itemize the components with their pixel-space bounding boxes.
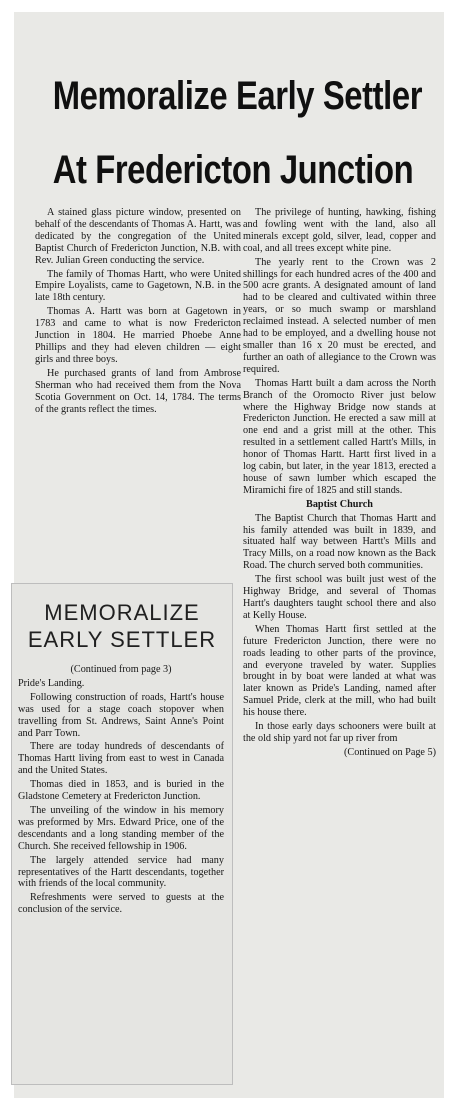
continuation-title-line-2: EARLY SETTLER (27, 627, 217, 652)
right-column (243, 207, 436, 761)
continuation-clipping (11, 583, 233, 1085)
paragraph: He purchased grants of land from Ambrose Sherman who had received them from the Nova Scotia Government on Oct. 14, 1784. The terms of the grants reflect the times. (35, 367, 241, 415)
paragraph: Refreshments were served to guests at the conclusion of the service. (18, 892, 224, 916)
paragraph: Thomas Hartt built a dam across the North Branch of the Oromocto River just below where the Highway Bridge now stands at Fredericton Junction. He erected a saw mill at one end and a grist mill at the other. This resulted in a settlement called Hartt's Mills, in honor of Thomas Hartt. Hartt first lived in a log cabin, but later, in the year 1813, erected a house of sawn lumber which escaped the Miramichi fire of 1825 and still stands. (243, 377, 436, 496)
continuation-column (18, 664, 224, 918)
continued-on-line: (Continued on Page 5) (344, 746, 436, 758)
headline-line-2: At Fredericton Junction (52, 148, 414, 192)
paragraph: When Thomas Hartt first settled at the future Fredericton Junction, there were no roads leading to other parts of the province, and everyone traveled by water. Supplies brought in by boat were landed at what was later known as Pride's Landing, named after Samuel Pride, clerk at the mill, who had built his house there. (243, 623, 436, 719)
paragraph: The first school was built just west of the Highway Bridge, and several of Thomas Hartt's daughters taught school there and also at Kelly House. (243, 574, 436, 621)
headline-line-1: Memoralize Early Settler (52, 74, 423, 118)
continued-from-line: (Continued from page 3) (70, 664, 172, 675)
paragraph: Thomas A. Hartt was born at Gagetown in 1783 and came to what is now Fredericton Junction in 1804. He married Phoebe Anne Phillips and they had eleven children — eight girls and three boys. (35, 306, 241, 365)
paragraph: The unveiling of the window in his memory was preformed by Mrs. Edward Price, one of the descendants and a long standing member of the Church. She received fellowship in 1906. (18, 804, 224, 852)
subhead: Baptist Church (306, 498, 373, 510)
paragraph: In those early days schooners were built at the old ship yard not far up river from (243, 721, 436, 744)
paragraph: A stained glass picture window, presented on behalf of the descendants of Thomas A. Hartt, was dedicated by the congregation of the United Baptist Church of Fredericton Junction, N.B. with Rev. Julian Green conducting the service. (35, 207, 241, 266)
paragraph: Pride's Landing. (18, 677, 85, 689)
paragraph: There are today hundreds of descendants of Thomas Hartt living from east to west in Canada and the United States. (18, 741, 224, 777)
paragraph: The family of Thomas Hartt, who were United Empire Loyalists, came to Gagetown, N.B. in the late 18th century. (35, 268, 241, 304)
continuation-title-line-1: MEMORALIZE (44, 600, 200, 625)
paragraph: The largely attended service had many representatives of the Hartt descendants, together with friends of the local community. (18, 854, 224, 890)
paragraph: The privilege of hunting, hawking, fishing and fowling went with the land, also all minerals except gold, silver, lead, copper and coal, and all trees except white pine. (243, 207, 436, 254)
paragraph: Thomas died in 1853, and is buried in the Gladstone Cemetery at Fredericton Junction. (18, 779, 224, 803)
paragraph: Following construction of roads, Hartt's house was used for a stage coach stopover when travelling from St. Andrews, Saint Anne's Point and Parr Town. (18, 691, 224, 739)
left-column (35, 207, 241, 417)
paragraph: The Baptist Church that Thomas Hartt and his family attended was built in 1839, and situated half way between Hartt's Mills and Tracy Mills, on a road now known as the Back Road. The church served both communities. (243, 512, 436, 572)
paragraph: The yearly rent to the Crown was 2 shillings for each hundred acres of the 400 and 500 acre grants. A designated amount of land had to be cleared and cultivated within three years, or so much swamp or marshland reclaimed instead. A selected number of men had to be employed, and a dwelling house not smaller than 16 x 20 must be erected, and further an oath of allegiance to the Crown was required. (243, 256, 436, 375)
